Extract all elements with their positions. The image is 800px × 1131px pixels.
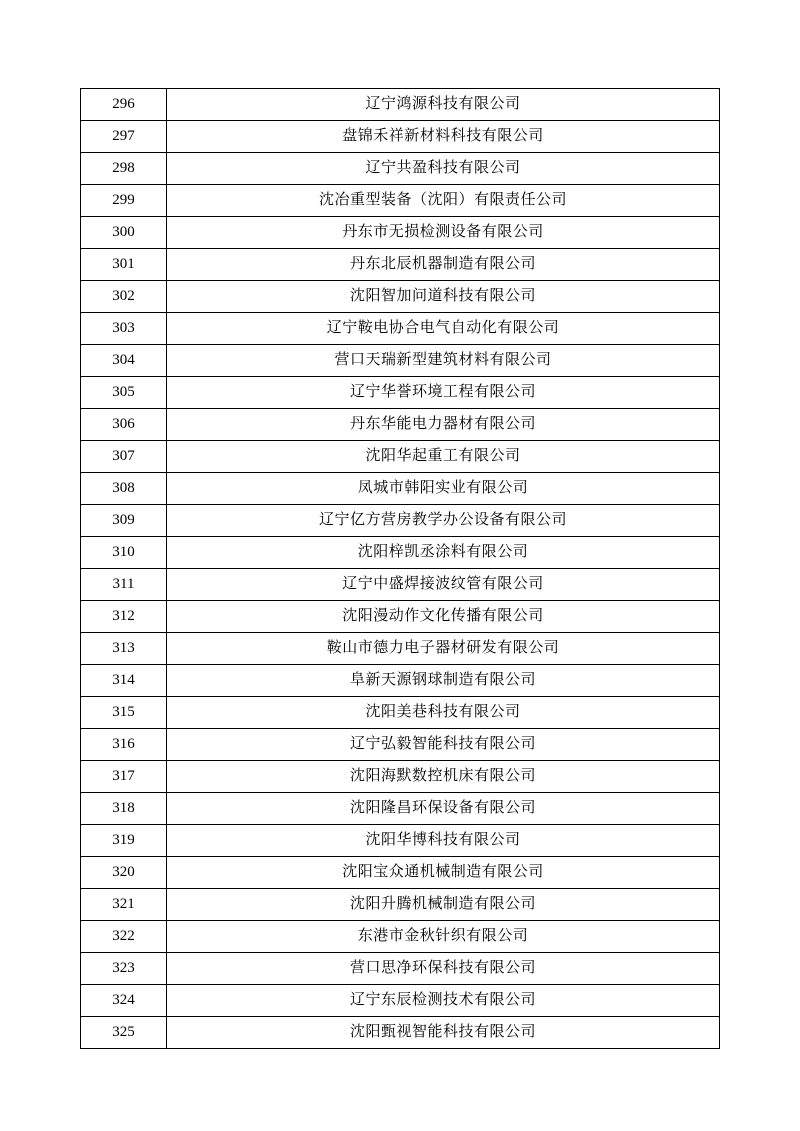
table-row [81,185,720,217]
row-index: 316 [81,729,167,761]
row-company-name: 辽宁共盈科技有限公司 [167,153,720,185]
table-row [81,153,720,185]
row-company-name: 辽宁东辰检测技术有限公司 [167,985,720,1017]
row-index: 319 [81,825,167,857]
row-index: 322 [81,921,167,953]
row-company-name: 辽宁鞍电协合电气自动化有限公司 [167,313,720,345]
row-company-name: 辽宁鸿源科技有限公司 [167,89,720,121]
row-index: 320 [81,857,167,889]
table-row [81,601,720,633]
table-row [81,985,720,1017]
row-company-name: 丹东北辰机器制造有限公司 [167,249,720,281]
row-index: 321 [81,889,167,921]
row-company-name: 鞍山市德力电子器材研发有限公司 [167,633,720,665]
row-index: 314 [81,665,167,697]
row-index: 297 [81,121,167,153]
row-index: 306 [81,409,167,441]
table-row [81,633,720,665]
table-row [81,1017,720,1049]
row-index: 325 [81,1017,167,1049]
row-index: 310 [81,537,167,569]
table-row [81,665,720,697]
row-company-name: 辽宁华誉环境工程有限公司 [167,377,720,409]
table-row [81,729,720,761]
row-company-name: 辽宁中盛焊接波纹管有限公司 [167,569,720,601]
table-row [81,249,720,281]
row-company-name: 沈阳智加问道科技有限公司 [167,281,720,313]
table-row [81,825,720,857]
row-index: 312 [81,601,167,633]
table-row [81,441,720,473]
table-row [81,313,720,345]
row-company-name: 凤城市韩阳实业有限公司 [167,473,720,505]
row-index: 301 [81,249,167,281]
row-company-name: 沈阳甄视智能科技有限公司 [167,1017,720,1049]
row-index: 313 [81,633,167,665]
row-index: 323 [81,953,167,985]
row-index: 296 [81,89,167,121]
row-company-name: 沈冶重型装备（沈阳）有限责任公司 [167,185,720,217]
table-body [81,89,720,1049]
table-row [81,569,720,601]
row-index: 307 [81,441,167,473]
table-row [81,921,720,953]
table-row [81,889,720,921]
row-index: 311 [81,569,167,601]
row-company-name: 辽宁弘毅智能科技有限公司 [167,729,720,761]
row-company-name: 沈阳隆昌环保设备有限公司 [167,793,720,825]
table-row [81,409,720,441]
row-index: 302 [81,281,167,313]
table-row [81,761,720,793]
row-company-name: 东港市金秋针织有限公司 [167,921,720,953]
table-row [81,121,720,153]
row-index: 298 [81,153,167,185]
row-company-name: 沈阳漫动作文化传播有限公司 [167,601,720,633]
row-index: 318 [81,793,167,825]
table-row [81,697,720,729]
row-company-name: 营口天瑞新型建筑材料有限公司 [167,345,720,377]
table-row [81,857,720,889]
row-company-name: 丹东华能电力器材有限公司 [167,409,720,441]
table-row [81,345,720,377]
table-row [81,505,720,537]
row-index: 315 [81,697,167,729]
row-index: 304 [81,345,167,377]
table-row [81,217,720,249]
row-company-name: 营口思净环保科技有限公司 [167,953,720,985]
row-company-name: 沈阳海默数控机床有限公司 [167,761,720,793]
table-row [81,377,720,409]
row-company-name: 沈阳梓凯丞涂料有限公司 [167,537,720,569]
company-list-table [80,88,720,1049]
row-company-name: 盘锦禾祥新材料科技有限公司 [167,121,720,153]
table-row [81,281,720,313]
table-row [81,793,720,825]
table-row [81,473,720,505]
row-index: 300 [81,217,167,249]
row-company-name: 沈阳宝众通机械制造有限公司 [167,857,720,889]
row-index: 317 [81,761,167,793]
row-company-name: 丹东市无损检测设备有限公司 [167,217,720,249]
row-company-name: 沈阳华博科技有限公司 [167,825,720,857]
row-company-name: 沈阳升腾机械制造有限公司 [167,889,720,921]
row-company-name: 沈阳美巷科技有限公司 [167,697,720,729]
table-row [81,953,720,985]
row-company-name: 阜新天源钢球制造有限公司 [167,665,720,697]
row-index: 324 [81,985,167,1017]
row-company-name: 沈阳华起重工有限公司 [167,441,720,473]
row-index: 305 [81,377,167,409]
row-index: 299 [81,185,167,217]
table-row [81,537,720,569]
row-index: 308 [81,473,167,505]
table-row [81,89,720,121]
row-index: 309 [81,505,167,537]
row-index: 303 [81,313,167,345]
row-company-name: 辽宁亿方营房教学办公设备有限公司 [167,505,720,537]
